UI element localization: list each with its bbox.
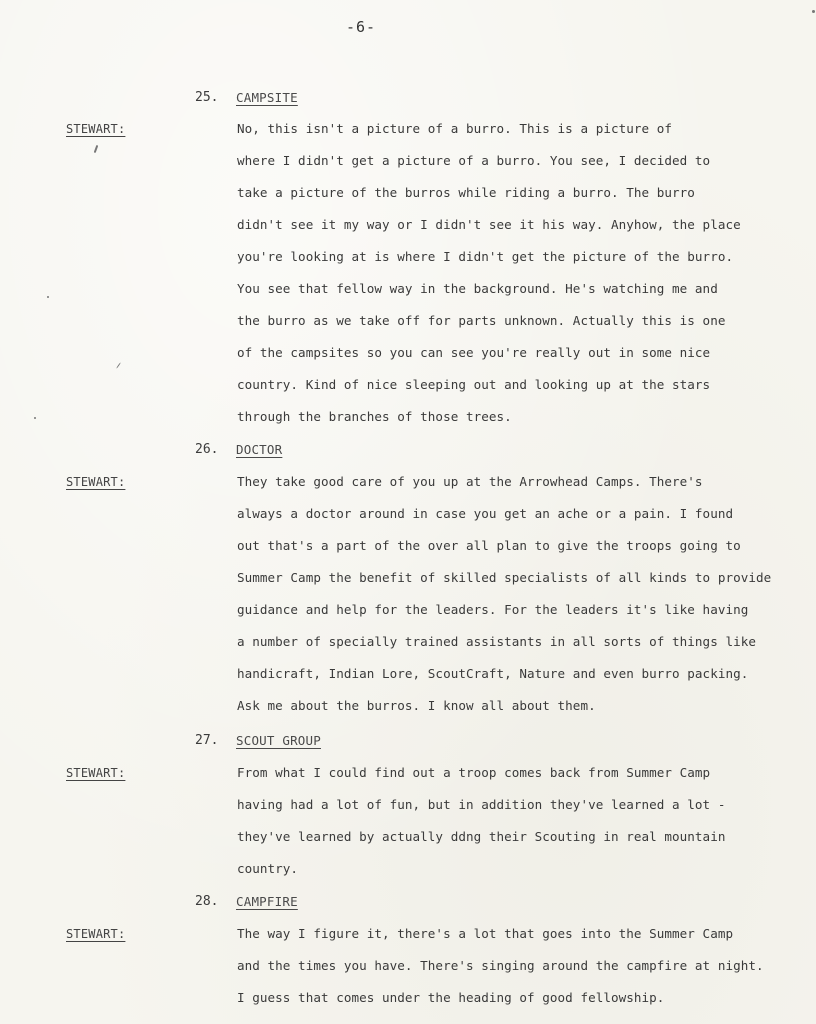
paper-mark	[34, 417, 36, 419]
dialogue-line: out that's a part of the over all plan to give the troops going to	[237, 538, 741, 553]
dialogue-line: a number of specially trained assistants in all sorts of things like	[237, 634, 756, 649]
scene-title: SCOUT GROUP	[236, 733, 321, 748]
dialogue-line: You see that fellow way in the background. He's watching me and	[237, 281, 718, 296]
dialogue-line: take a picture of the burros while riding a burro. The burro	[237, 185, 695, 200]
dialogue-line: having had a lot of fun, but in addition they've learned a lot -	[237, 797, 726, 812]
paper-mark	[94, 145, 99, 153]
scene-title: CAMPFIRE	[236, 894, 298, 909]
paper-mark	[47, 296, 49, 298]
dialogue-line: always a doctor around in case you get an ache or a pain. I found	[237, 506, 734, 521]
page-number: -6-	[346, 18, 377, 36]
speaker-label: STEWART:	[66, 766, 126, 780]
dialogue-line: No, this isn't a picture of a burro. This is a picture of	[237, 121, 673, 136]
speaker-label: STEWART:	[66, 475, 126, 489]
scene-number: 27.	[195, 733, 219, 748]
scene-title: CAMPSITE	[236, 90, 298, 105]
scene-number: 25.	[195, 90, 219, 105]
scene-number: 28.	[195, 894, 219, 909]
dialogue-line: the burro as we take off for parts unknown. Actually this is one	[237, 313, 726, 328]
speaker-label: STEWART:	[66, 122, 126, 136]
paper-mark	[812, 10, 815, 13]
dialogue-line: I guess that comes under the heading of good fellowship.	[237, 990, 665, 1005]
dialogue-line: through the branches of those trees.	[237, 409, 512, 424]
speaker-label: STEWART:	[66, 927, 126, 941]
dialogue-line: of the campsites so you can see you're really out in some nice	[237, 345, 711, 360]
dialogue-line: and the times you have. There's singing around the campfire at night.	[237, 958, 764, 973]
paper-mark	[116, 362, 121, 368]
dialogue-line: guidance and help for the leaders. For the leaders it's like having	[237, 602, 749, 617]
dialogue-line: Ask me about the burros. I know all about them.	[237, 698, 596, 713]
dialogue-line: country. Kind of nice sleeping out and looking up at the stars	[237, 377, 711, 392]
dialogue-line: From what I could find out a troop comes back from Summer Camp	[237, 765, 711, 780]
dialogue-line: didn't see it my way or I didn't see it his way. Anyhow, the place	[237, 217, 741, 232]
dialogue-line: they've learned by actually ddng their Scouting in real mountain	[237, 829, 726, 844]
dialogue-line: where I didn't get a picture of a burro. You see, I decided to	[237, 153, 711, 168]
scene-number: 26.	[195, 442, 219, 457]
dialogue-line: country.	[237, 861, 299, 876]
dialogue-line: handicraft, Indian Lore, ScoutCraft, Nature and even burro packing.	[237, 666, 749, 681]
scene-title: DOCTOR	[236, 442, 283, 457]
dialogue-line: Summer Camp the benefit of skilled specialists of all kinds to provide	[237, 570, 772, 585]
dialogue-line: The way I figure it, there's a lot that goes into the Summer Camp	[237, 926, 734, 941]
dialogue-line: They take good care of you up at the Arrowhead Camps. There's	[237, 474, 703, 489]
dialogue-line: you're looking at is where I didn't get the picture of the burro.	[237, 249, 734, 264]
